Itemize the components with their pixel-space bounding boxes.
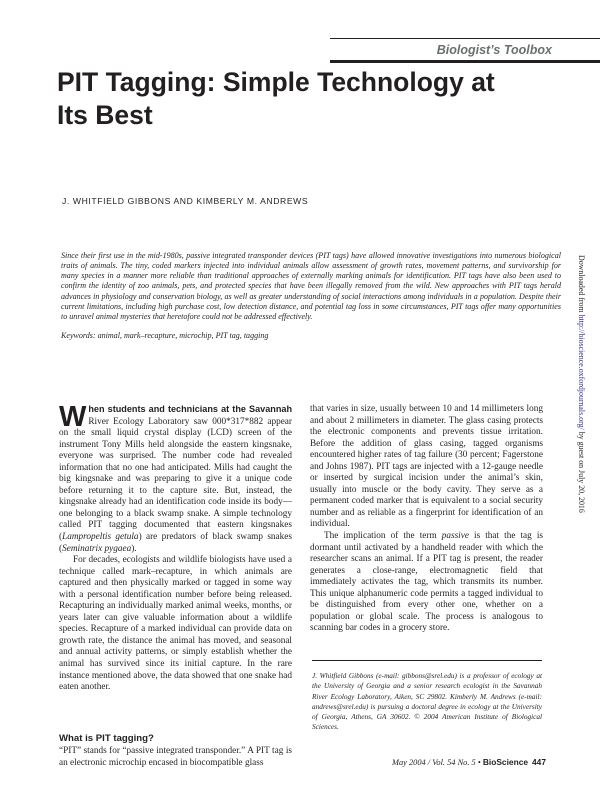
watermark-prefix: Downloaded from <box>577 255 586 315</box>
body-paragraph-1 <box>59 401 292 555</box>
paragraph-right-2-a: The implication of the term <box>324 531 442 542</box>
body-paragraph-right-2 <box>310 531 543 635</box>
page-footer <box>340 757 546 767</box>
body-column-left <box>59 401 292 694</box>
article-keywords: Keywords: animal, mark–recapture, microchip, PIT tag, tagging <box>61 331 269 340</box>
paragraph-1-mid: ) are predators of black swamp snakes ( <box>59 532 292 554</box>
watermark-suffix: by guest on July 20, 2016 <box>577 429 586 513</box>
paragraph-right-2-b: is that the tag is dormant until activated by a handheld reader with which the researcher scans an animal. If a PIT tag is present, the reader generates a close-range, electromagnetic field that immediately activates the tag, which transmits its number. This unique alphanumeric code permits a tagged individual to be distinguished from every other one, whether on a population or global scale. The process is analogous to scanning bar codes in a grocery store. <box>310 531 544 634</box>
drop-cap: W <box>59 401 87 433</box>
paragraph-1-end: ). <box>131 543 137 554</box>
bio-divider <box>312 660 542 661</box>
body-paragraph-2: For decades, ecologists and wildlife biologists have used a technique called mark–recapture, in which animals are captured and then physically marked or tagged in some way with a personal identification number before being released. Recapturing an individually marked animal weeks, months, or years later can give valuable information about a wildlife species. Recapture of a marked individual can provide data on growth rate, the distance the animal has moved, and seasonal and annual activity patterns, or simply establish whether the animal has survived since its initial capture. In the rare instance mentioned above, the data showed that one snake had eaten another. <box>59 555 292 693</box>
download-watermark <box>577 255 586 513</box>
body-paragraph-right-1: that varies in size, usually between 10 and 14 millimeters long and about 2 millimeters in diameter. The glass casing protects the electronic components and prevents tissue irritation. Before the addition of glass casing, tagged organisms encountered higher rates of tag failure (30 percent; Fagerstone and Johns 1987). PIT tags are injected with a 12-gauge needle or inserted by surgical incision under the animal’s skin, usually into muscle or the body cavity. They serve as a permanent coded marker that is equivalent to a social security number and as reliable as a fingerprint for identification of an individual. <box>310 404 543 530</box>
species-name-swamp-snake: Seminatrix pygaea <box>62 543 132 554</box>
section-subhead: What is PIT tagging? <box>59 733 154 744</box>
body-paragraph-3: “PIT” stands for “passive integrated transponder.” A PIT tag is an electronic microchip encased in biocompatible glass <box>59 746 292 768</box>
section-header <box>330 38 600 60</box>
footer-journal: BioScience <box>482 757 529 767</box>
article-abstract: Since their first use in the mid-1980s, passive integrated transponder devices (PIT tags) have allowed innovative investigations into numerous biological traits of animals. The tiny, coded markers injected into individual animals allow assessment of growth rates, movement patterns, and survivorship for many species in a manner more reliable than traditional approaches of externally marking animals for identification. PIT tags have also been used to confirm the identity of zoo animals, pets, and protected species that have been illegally removed from the wild. New approaches with PIT tags herald advances in physiology and conservation biology, as well as greater understanding of social interactions among individuals in a population. Despite their current limitations, including high purchase cost, low detection distance, and potential tag loss in some circumstances, PIT tags offer many opportunities to unravel animal mysteries that heretofore could not be addressed effectively. <box>61 251 561 321</box>
article-authors: J. WHITFIELD GIBBONS AND KIMBERLY M. ANDREWS <box>62 196 309 206</box>
section-label: Biologist’s Toolbox <box>436 42 552 57</box>
lead-in: hen students and technicians at the Savannah <box>88 404 292 414</box>
term-passive: passive <box>441 531 469 542</box>
article-title: PIT Tagging: Simple Technology at Its Best <box>57 67 495 130</box>
species-name-kingsnake: Lampropeltis getula <box>62 532 139 543</box>
footer-issue: May 2004 / Vol. 54 No. 5 <box>391 758 476 767</box>
section-header-rule <box>330 60 600 63</box>
body-column-right <box>310 404 543 635</box>
footer-separator: • <box>475 758 483 767</box>
author-bio: J. Whitfield Gibbons (e-mail: gibbons@srel.edu) is a professor of ecology at the University of Georgia and a senior research ecologist in the Savannah River Ecology Laboratory, Aiken, SC 29802. Kimberly M. Andrews (e-mail: andrews@srel.edu) is pursuing a doctoral degree in ecology at the University of Georgia, Athens, GA 30602. © 2004 American Institute of Biological Sciences. <box>312 672 542 732</box>
paragraph-1-text: River Ecology Laboratory saw 000*317*882 appear on the small liquid crystal display (LCD) screen of the instrument Tony Mills held alongside the eastern kingsnake, everyone was surprised. The number code had revealed information that no one had anticipated. Mills had caught the big kingsnake and was preparing to give it a unique code before returning it to the capture site. But, instead, the kingsnake already had an identification code inside its body—one belonging to a black swamp snake. A simple technology called PIT tagging documented that eastern kingsnakes ( <box>59 416 292 543</box>
page-number: 447 <box>532 757 546 767</box>
watermark-link[interactable]: http://bioscience.oxfordjournals.org/ <box>577 314 586 430</box>
